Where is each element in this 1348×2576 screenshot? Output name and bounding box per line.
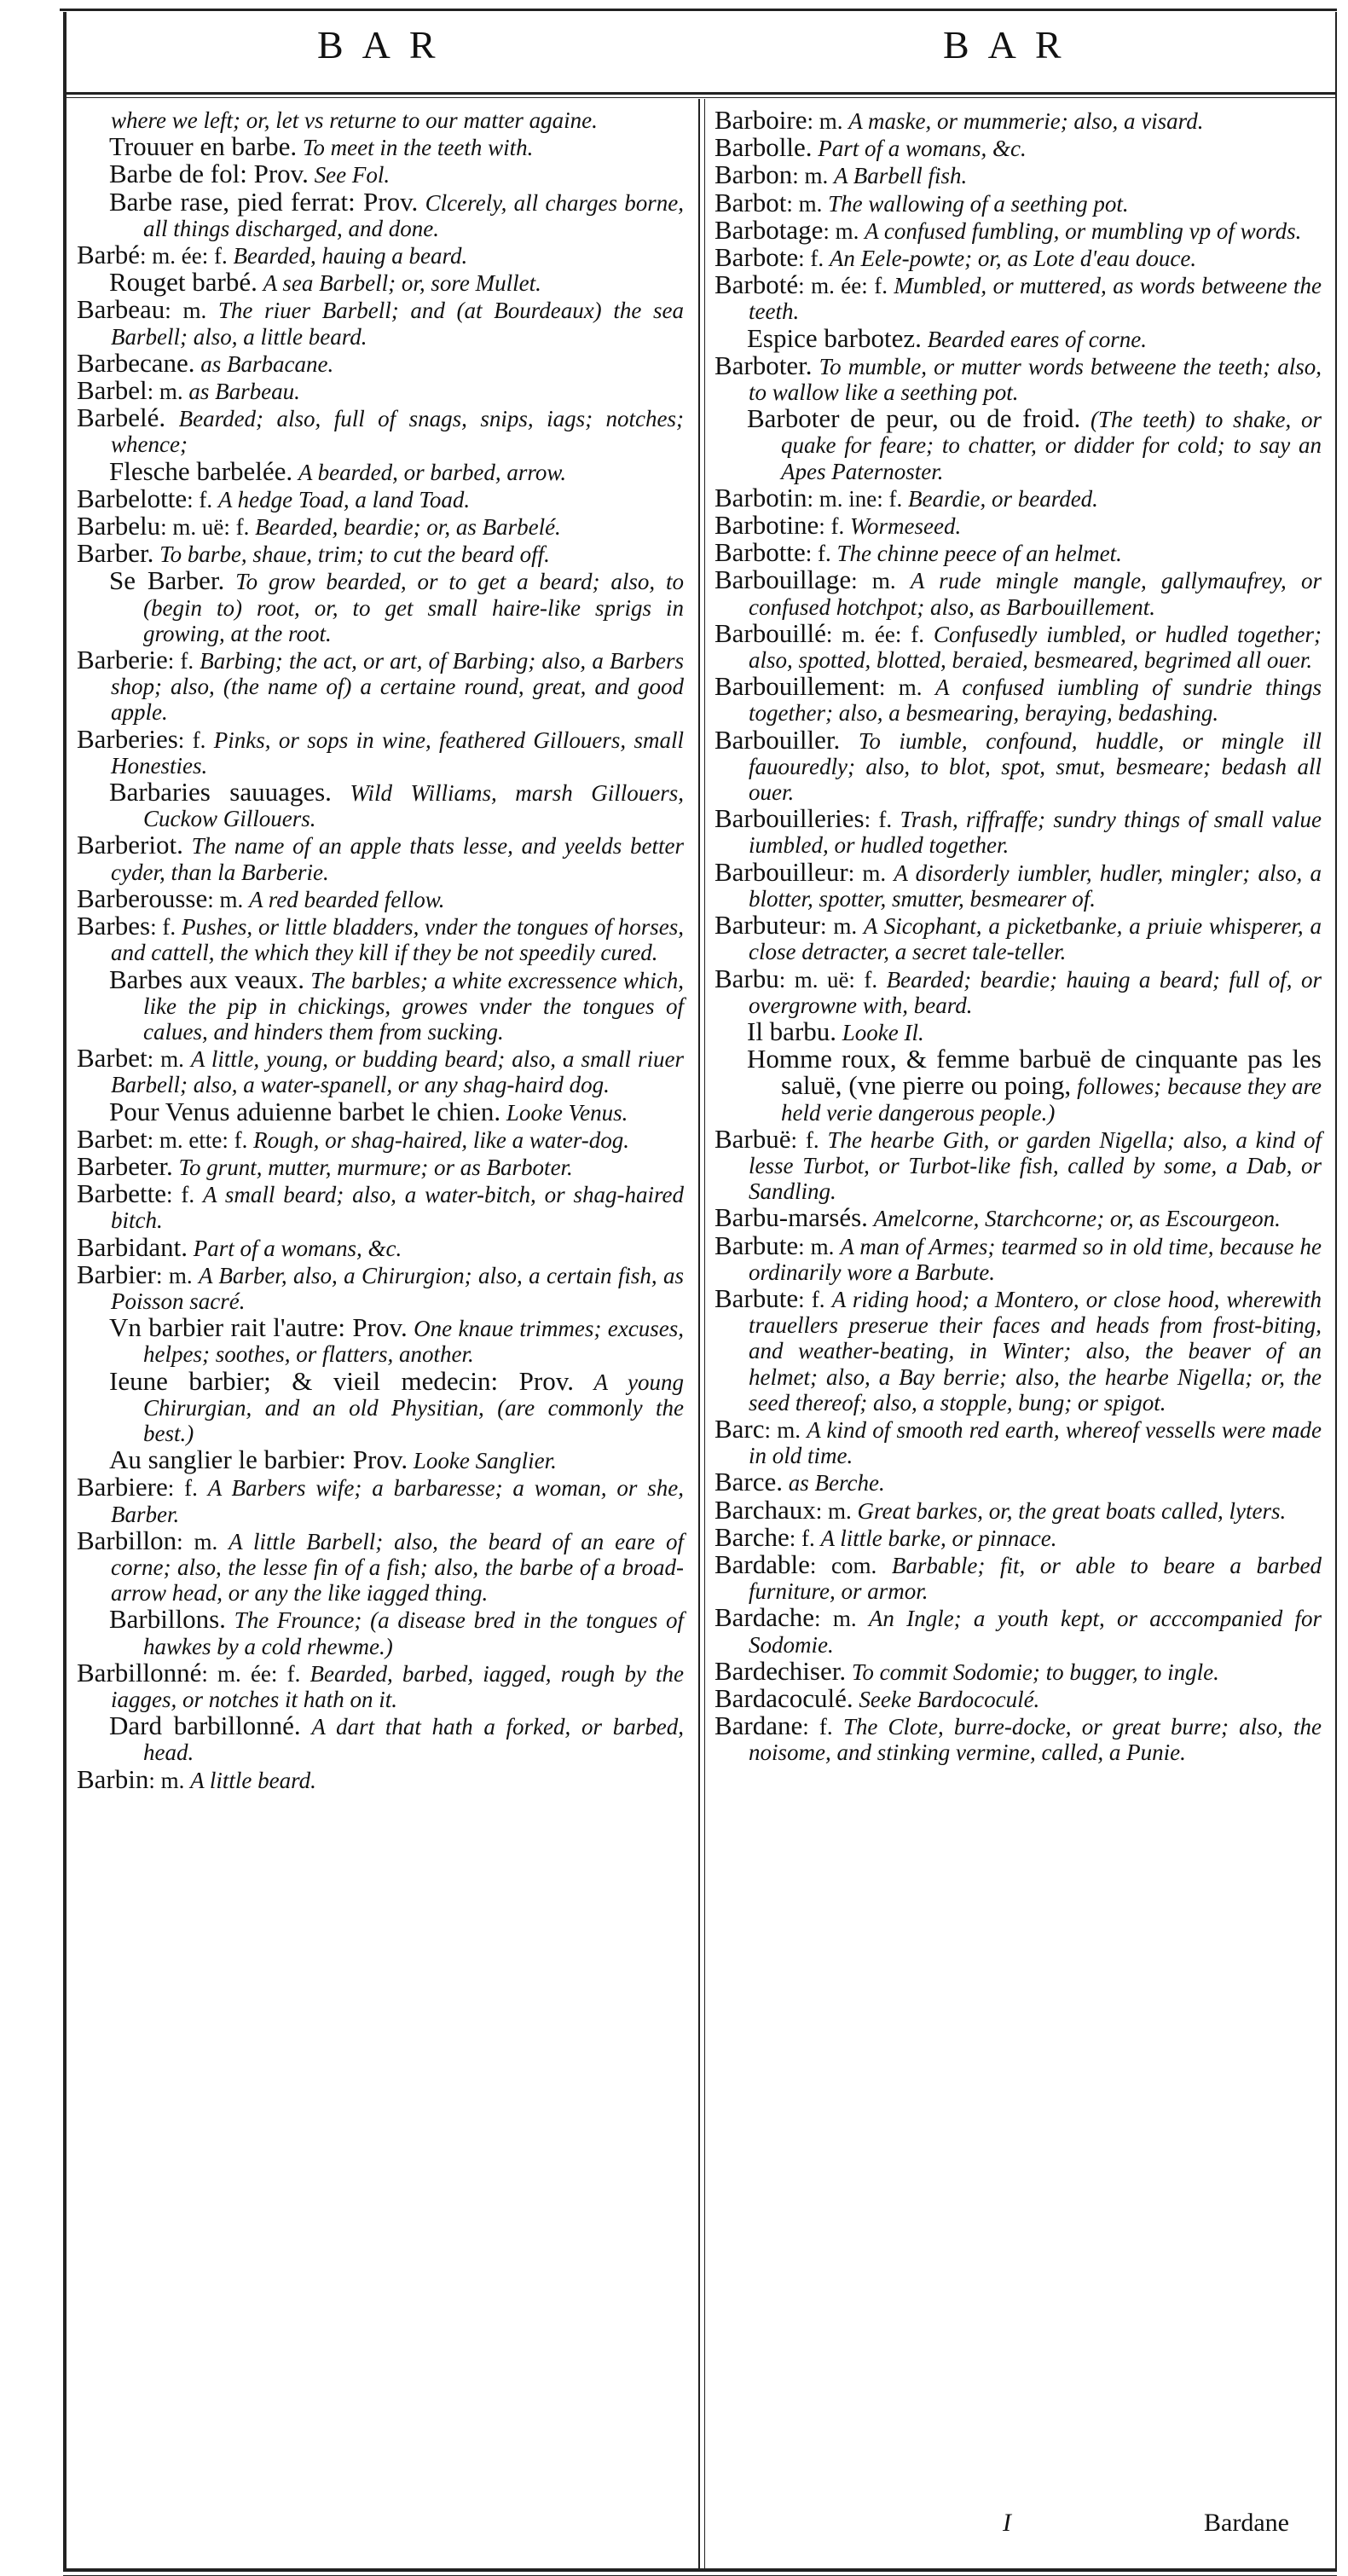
- entry-headword: Barbe rase, pied ferrat: Prov.: [109, 186, 419, 217]
- dictionary-entry: [714, 1494, 1322, 1525]
- entry-headword: Barc: [714, 1413, 765, 1444]
- entry-definition: A confused fumbling, or mumbling vp of words.: [865, 217, 1302, 244]
- entry-grammar: : m. ée: f.: [825, 621, 924, 647]
- entry-headword: Barbes aux veaux.: [109, 964, 305, 994]
- entry-definition: A Barbell fish.: [834, 163, 968, 189]
- dictionary-entry: [714, 671, 1322, 726]
- running-head-left: BAR: [317, 23, 454, 67]
- right-border: [1335, 12, 1337, 2568]
- dictionary-entry: [714, 564, 1322, 620]
- entry-headword: Bardane: [714, 1711, 803, 1741]
- entry-headword: Barberie: [77, 645, 168, 675]
- dictionary-entry: [77, 1123, 684, 1154]
- dictionary-entry: [77, 1713, 684, 1765]
- entry-definition: A hedge Toad, a land Toad.: [217, 486, 471, 512]
- entry-grammar: : m.: [792, 163, 829, 189]
- entry-definition: A Sicophant, a picketbanke, a priuie whisperer, a close detracter, a secret tale-teller.: [749, 913, 1322, 965]
- dictionary-entry: [77, 1763, 684, 1794]
- dictionary-entry: [77, 1525, 684, 1606]
- entry-headword: Bardache: [714, 1602, 815, 1633]
- entry-definition: Amelcorne, Starchcorne; or, as Escourgeon.: [873, 1206, 1281, 1232]
- entry-headword: Barbouilleries: [714, 803, 865, 834]
- entry-definition: To iumble, confound, huddle, or mingle ill fauouredly; also, to blot, spot, smut, besmeare; bedash all ouer.: [749, 727, 1322, 806]
- dictionary-entry: [714, 856, 1322, 912]
- entry-definition: The name of an apple thats lesse, and yeelds better cyder, than la Barberie.: [111, 833, 685, 885]
- catchword: Bardane: [1204, 2509, 1289, 2537]
- entry-definition: The chinne peece of an helmet.: [836, 541, 1122, 567]
- entry-definition: as Berche.: [788, 1470, 885, 1496]
- entry-headword: Barchaux: [714, 1494, 816, 1525]
- entry-definition: A Barber, also, a Chirurgion; also, a certain fish, as Poisson sacré.: [111, 1262, 684, 1314]
- entry-definition: Pinks, or sops in wine, feathered Gillouers, small Honesties.: [111, 726, 684, 779]
- entry-definition: A rude mingle mangle, gallymaufrey, or confused hotchpot; also, as Barbouillement.: [749, 568, 1322, 620]
- dictionary-entry: [714, 912, 1322, 964]
- entry-headword: Barbiere: [77, 1472, 168, 1502]
- dictionary-entry: [714, 617, 1322, 674]
- entry-headword: Barbin: [77, 1763, 149, 1794]
- entry-grammar: : m.: [786, 190, 823, 217]
- entry-definition: The hearbe Gith, or garden Nigella; also, a kind of lesse Turbot, or Turbot-like fish, called by some, a Dab, or Sandling.: [749, 1126, 1322, 1205]
- entry-headword: Barbuë: [714, 1123, 791, 1154]
- entry-definition: as Barbacane.: [200, 350, 334, 377]
- entry-grammar: : m.: [819, 913, 858, 940]
- entry-headword: Barbute: [714, 1230, 799, 1260]
- entry-grammar: : m.: [851, 568, 896, 594]
- dictionary-entry: [714, 242, 1322, 273]
- dictionary-entry: [714, 187, 1322, 217]
- entry-definition: Bearded eares of corne.: [927, 326, 1148, 352]
- entry-definition: Part of a womans, &c.: [193, 1235, 402, 1261]
- dictionary-entry: [77, 1096, 684, 1126]
- entry-definition: A red bearded fellow.: [249, 886, 445, 912]
- entry-headword: Barbouilleur: [714, 856, 848, 887]
- dictionary-entry: [77, 913, 684, 965]
- dictionary-entry: [77, 964, 684, 1045]
- entry-headword: Barboter de peur, ou de froid.: [747, 403, 1081, 434]
- entry-grammar: : m.: [147, 1046, 184, 1073]
- entry-grammar: : m.: [176, 1528, 218, 1554]
- entry-headword: Barbotage: [714, 214, 824, 245]
- entry-grammar: : m. ette: f.: [147, 1126, 248, 1153]
- dictionary-entry: [714, 1230, 1322, 1285]
- dictionary-entry: [77, 538, 684, 569]
- entry-definition: Bearded, beardie; or, as Barbelé.: [255, 514, 561, 541]
- entry-definition: The Frounce; (a disease bred in the tongues of hawkes by a cold rhewme.): [143, 1607, 685, 1659]
- entry-definition: Wild Williams, marsh Gillouers, Cuckow Gillouers.: [143, 780, 684, 832]
- dictionary-entry: [77, 186, 684, 241]
- dictionary-entry: [77, 269, 684, 296]
- dictionary-entry: [714, 963, 1322, 1018]
- entry-headword: Dard barbillonné.: [109, 1711, 301, 1741]
- dictionary-entry: [77, 1365, 684, 1447]
- entry-headword: Barbouiller.: [714, 724, 841, 755]
- entry-headword: Flesche barbelée.: [109, 455, 293, 486]
- dictionary-entry: [714, 403, 1322, 484]
- entry-definition: To grunt, mutter, murmure; or as Barboter.: [178, 1154, 573, 1180]
- dictionary-entry: [77, 375, 684, 406]
- entry-grammar: : com.: [809, 1552, 877, 1578]
- entry-grammar: : f.: [177, 726, 206, 753]
- entry-definition: A dart that hath a forked, or barbed, head.: [143, 1714, 684, 1766]
- entry-grammar: : m. ée: f.: [201, 1660, 301, 1687]
- entry-headword: Barbelu: [77, 511, 161, 541]
- dictionary-entry: [77, 723, 684, 779]
- bottom-rule: [63, 2568, 1337, 2572]
- dictionary-entry: [714, 1655, 1322, 1686]
- entry-grammar: : m.: [148, 1767, 185, 1793]
- entry-headword: Barbouillé: [714, 617, 826, 648]
- entry-definition: Barbing; the act, or art, of Barbing; also, a Barbers shop; also, (the name of) a certaine round, great, and good apple.: [111, 648, 684, 726]
- entry-headword: Vn barbier rait l'autre: Prov.: [109, 1312, 408, 1343]
- dictionary-entry: [714, 1682, 1322, 1713]
- dictionary-entry: [714, 350, 1322, 406]
- entry-definition: Part of a womans, &c.: [818, 136, 1027, 162]
- dictionary-entry: [714, 1046, 1322, 1126]
- dictionary-entry: [77, 1444, 684, 1475]
- entry-definition: The Clote, burre-docke, or great burre; also, the noisome, and stinking vermine, called, a Punie.: [749, 1714, 1322, 1766]
- entry-definition: To mumble, or mutter words betweene the teeth; also, to wallow like a seething pot.: [749, 353, 1322, 406]
- entry-definition: Looke Il.: [842, 1019, 924, 1045]
- entry-grammar: : f.: [798, 1286, 825, 1312]
- left-border: [63, 12, 67, 2568]
- dictionary-entry: [77, 161, 684, 188]
- entry-definition: The riuer Barbell; and (at Bourdeaux) the sea Barbell; also, a little beard.: [111, 298, 684, 350]
- right-column: [714, 107, 1322, 1767]
- entry-grammar: : f.: [789, 1525, 815, 1551]
- dictionary-entry: [714, 537, 1322, 568]
- entry-headword: Pour Venus aduienne barbet le chien.: [109, 1096, 501, 1126]
- dictionary-entry: [714, 1713, 1322, 1765]
- entry-headword: Barbelé.: [77, 402, 166, 433]
- entry-definition: A disorderly iumbler, hudler, mingler; also, a blotter, spotter, smutter, besmearer of.: [749, 860, 1322, 912]
- entry-headword: Barbon: [714, 159, 793, 190]
- dictionary-entry: [77, 1231, 684, 1262]
- dictionary-entry: [77, 1657, 685, 1712]
- dictionary-entry: [714, 482, 1322, 512]
- entry-headword: Barbelotte: [77, 483, 188, 513]
- dictionary-entry: [714, 1548, 1322, 1605]
- entry-headword: Homme roux, & femme barbuë de cinquante pas les saluë, (vne pierre ou poing,: [747, 1044, 1322, 1101]
- column-divider-thin: [704, 99, 705, 2568]
- entry-headword: Il barbu.: [747, 1016, 837, 1046]
- dictionary-entry: [714, 1602, 1322, 1658]
- entry-headword: Barbuteur: [714, 910, 820, 941]
- entry-headword: Barbes: [77, 911, 151, 941]
- entry-definition: Mumbled, or muttered, as words betweene the teeth.: [749, 273, 1322, 325]
- entry-headword: Barbotin: [714, 482, 807, 512]
- entry-grammar: : m. uë: f.: [160, 514, 250, 541]
- entry-definition: An Eele-powte; or, as Lote d'eau douce.: [829, 246, 1197, 272]
- entry-grammar: : f.: [150, 914, 176, 941]
- entry-headword: Barberousse: [77, 883, 208, 913]
- entry-definition: A Barbers wife; a barbaresse; a woman, or she, Barber.: [111, 1475, 685, 1527]
- entry-headword: Ieune barbier; & vieil medecin: Prov.: [109, 1365, 574, 1396]
- entry-headword: Barbe de fol: Prov.: [109, 159, 309, 189]
- entry-headword: Bardechiser.: [714, 1655, 847, 1686]
- entry-headword: Barbute: [714, 1282, 799, 1313]
- entry-headword: Barbu-marsés.: [714, 1202, 868, 1233]
- entry-grammar: : m.: [155, 1262, 193, 1288]
- left-column: [77, 107, 684, 1794]
- dictionary-entry: [77, 1312, 685, 1368]
- entry-definition: A man of Armes; tearmed so in old time, because he ordinarily wore a Barbute.: [749, 1233, 1322, 1285]
- entry-definition: A little barke, or pinnace.: [820, 1525, 1057, 1551]
- entry-grammar: : f.: [802, 1714, 833, 1740]
- entry-headword: Barboté: [714, 269, 799, 300]
- entry-headword: Barbillon: [77, 1525, 177, 1555]
- entry-headword: Barbu: [714, 963, 779, 993]
- entry-definition: Bearded, barbed, iagged, rough by the iagges, or notches it hath on it.: [111, 1660, 685, 1712]
- dictionary-entry: [714, 107, 1322, 134]
- entry-grammar: : m.: [878, 674, 923, 701]
- dictionary-entry: [77, 565, 684, 646]
- entry-grammar: : m. ée: f.: [140, 243, 228, 269]
- dictionary-entry: [77, 455, 684, 486]
- entry-headword: Barche: [714, 1521, 790, 1552]
- entry-grammar: : f.: [167, 1475, 198, 1502]
- dictionary-entry: [714, 322, 1322, 353]
- entry-definition: Beardie, or bearded.: [907, 485, 1098, 512]
- entry-definition: Barbable; fit, or able to beare a barbed furniture, or armor.: [749, 1552, 1322, 1605]
- entry-definition: A maske, or mummerie; also, a visard.: [848, 108, 1204, 134]
- entry-definition: Confusedly iumbled, or hudled together; also, spotted, blotted, beraied, besmeared, begrimed all ouer.: [749, 621, 1322, 674]
- entry-headword: Barber.: [77, 538, 154, 569]
- entry-headword: Barbeter.: [77, 1150, 173, 1181]
- entry-grammar: : m.: [764, 1416, 801, 1443]
- dictionary-entry: [77, 402, 684, 458]
- dictionary-entry: [77, 1045, 684, 1097]
- entry-definition: Bearded; beardie; hauing a beard; full of, or overgrowne with, beard.: [749, 966, 1322, 1018]
- entry-grammar: : m.: [815, 1497, 852, 1524]
- dictionary-entry: [77, 883, 684, 913]
- dictionary-entry: [77, 242, 684, 269]
- entry-headword: Barboire: [714, 105, 807, 135]
- entry-grammar: : m.: [207, 886, 244, 912]
- entry-definition: To meet in the teeth with.: [302, 135, 534, 161]
- entry-definition: followes; because they are held verie dangerous people.): [781, 1074, 1322, 1126]
- entry-definition: Looke Sanglier.: [413, 1448, 557, 1474]
- dictionary-entry: [77, 131, 684, 162]
- entry-definition: as Barbeau.: [188, 379, 300, 405]
- entry-headword: Espice barbotez.: [747, 322, 922, 353]
- entry-definition: See Fol.: [314, 162, 391, 188]
- running-head-right: BAR: [943, 23, 1080, 67]
- entry-definition: Great barkes, or, the great boats called, lyters.: [857, 1497, 1287, 1524]
- entry-definition: (The teeth) to shake, or quake for feare; to chatter, or didder for cold; to say an Apes Paternoster.: [781, 407, 1322, 484]
- entry-headword: Barbouillement: [714, 671, 879, 702]
- dictionary-entry: [714, 512, 1322, 539]
- entry-definition: Pushes, or little bladders, vnder the tongues of horses, and cattell, the which they kill if they be not speedily cured.: [111, 914, 685, 966]
- entry-grammar: : f.: [819, 513, 845, 540]
- entry-headword: Barbé: [77, 240, 141, 270]
- entry-headword: Barbouillage: [714, 564, 852, 595]
- dictionary-entry: [77, 483, 684, 513]
- entry-headword: Trouuer en barbe.: [109, 131, 298, 162]
- entry-definition: The barbles; a white excressence which, like the pip in chickings, growes vnder the tongues of calues, and hinders them from sucking.: [143, 967, 684, 1045]
- entry-definition: To commit Sodomie; to bugger, to ingle.: [851, 1658, 1219, 1685]
- entry-definition: Trash, riffraffe; sundry things of small value iumbled, or hudled together.: [749, 807, 1322, 859]
- dictionary-entry: [714, 1202, 1322, 1233]
- dictionary-entry: [77, 1474, 684, 1526]
- entry-headword: Au sanglier le barbier: Prov.: [109, 1444, 408, 1475]
- entry-headword: Rouget barbé.: [109, 267, 257, 298]
- entry-headword: Se Barber.: [109, 565, 225, 596]
- dictionary-entry: [77, 1606, 684, 1658]
- entry-definition: A riding hood; a Montero, or close hood, wherewith trauellers preserue their faces and heads from frost-biting, and weather-beating, in Winter; also, the beaver of an helmet; also, a Bay berrie; also, the hearbe Nigella; or, the seed thereof; also, a stopple, bung; or spigot.: [749, 1286, 1322, 1415]
- entry-definition: An Ingle; a youth kept, or acccompanied for Sodomie.: [749, 1606, 1322, 1658]
- entry-grammar: : m.: [807, 108, 843, 134]
- entry-definition: A little, young, or budding beard; also, a small riuer Barbell; also, a water-spanell, or any shag-haird dog.: [111, 1046, 684, 1098]
- entry-definition: Rough, or shag-haired, like a water-dog.: [253, 1126, 630, 1153]
- entry-definition: The wallowing of a seething pot.: [828, 190, 1129, 217]
- dictionary-entry: [77, 779, 684, 831]
- dictionary-entry: [714, 1123, 1322, 1205]
- entry-headword: Barbote: [714, 242, 799, 273]
- dictionary-entry: [77, 647, 684, 726]
- entry-headword: Barbot: [714, 187, 787, 217]
- entry-definition: A young Chirurgian, and an old Physitian, (are commonly the best.): [143, 1369, 684, 1446]
- entry-definition: Wormeseed.: [850, 513, 962, 540]
- entry-grammar: : m.: [798, 1233, 835, 1259]
- entry-grammar: : f.: [798, 246, 824, 272]
- dictionary-entry: [77, 1259, 684, 1314]
- dictionary-entry: [714, 159, 1322, 190]
- entry-headword: Barce.: [714, 1467, 784, 1497]
- entry-grammar: : m. ine: f.: [807, 485, 903, 512]
- dictionary-entry: [77, 347, 684, 378]
- entry-grammar: : m.: [814, 1606, 857, 1632]
- dictionary-entry: [714, 1521, 1322, 1552]
- dictionary-entry: [77, 1178, 684, 1234]
- entry-headword: Barbolle.: [714, 132, 813, 163]
- entry-headword: Barbidant.: [77, 1231, 188, 1262]
- entry-definition: One knaue trimmes; excuses, helpes; soothes, or flatters, another.: [143, 1316, 685, 1368]
- entry-definition: To barbe, shaue, trim; to cut the beard off.: [159, 541, 550, 568]
- entry-headword: Bardacoculé.: [714, 1682, 853, 1713]
- entry-definition: A kind of smooth red earth, whereof vessells were made in old time.: [749, 1416, 1322, 1469]
- entry-headword: Barbillons.: [109, 1604, 226, 1635]
- dictionary-entry: [714, 803, 1322, 859]
- entry-headword: Barbotine: [714, 510, 819, 541]
- header-rule: [67, 92, 1335, 95]
- entry-definition: Looke Venus.: [506, 1099, 628, 1126]
- header-rule-thin: [67, 97, 1335, 98]
- dictionary-entry: [77, 513, 684, 540]
- entry-headword: Barboter.: [714, 350, 813, 380]
- entry-headword: Bardable: [714, 1548, 810, 1579]
- entry-definition: A confused iumbling of sundrie things together; also, a besmearing, beraying, bedashing.: [749, 674, 1322, 726]
- dictionary-entry: [714, 269, 1322, 325]
- entry-grammar: : m. ée: f.: [798, 273, 888, 299]
- entry-headword: Barbel: [77, 375, 148, 406]
- dictionary-entry: [714, 1469, 1322, 1496]
- column-divider: [698, 99, 700, 2568]
- entry-headword: Barbeau: [77, 294, 165, 325]
- entry-definition: A sea Barbell; or, sore Mullet.: [263, 270, 541, 297]
- entry-grammar: : m.: [165, 298, 207, 324]
- entry-grammar: : f.: [187, 486, 213, 512]
- entry-definition: Seeke Bardococulé.: [859, 1686, 1040, 1712]
- dictionary-entry: [77, 1150, 684, 1181]
- dictionary-entry: [714, 724, 1322, 806]
- entry-definition: A little beard.: [190, 1767, 316, 1793]
- dictionary-entry: [714, 1016, 1322, 1046]
- entry-definition: Clcerely, all charges borne, all things discharged, and done.: [143, 189, 684, 241]
- entry-continuation: where we left; or, let vs returne to our matter againe.: [111, 107, 598, 133]
- top-border: [60, 9, 1337, 15]
- entry-definition: To grow bearded, or to get a beard; also, to (begin to) root, or, to get small haire-like sprigs in growing, at the root.: [143, 569, 684, 646]
- entry-grammar: : m.: [147, 379, 183, 405]
- entry-grammar: : m.: [823, 217, 859, 244]
- entry-headword: Barbier: [77, 1259, 156, 1289]
- entry-grammar: : f.: [805, 541, 831, 567]
- entry-grammar: : m. uë: f.: [778, 966, 878, 993]
- entry-grammar: : f.: [166, 1182, 195, 1208]
- dictionary-entry: [714, 214, 1322, 245]
- entry-headword: Barbet: [77, 1043, 148, 1074]
- entry-headword: Barberiot.: [77, 830, 183, 860]
- entry-definition: A bearded, or barbed, arrow.: [298, 459, 567, 485]
- entry-headword: Barbotte: [714, 537, 806, 568]
- signature-mark: I: [1003, 2509, 1011, 2537]
- dictionary-entry: [714, 132, 1322, 163]
- entry-definition: A little Barbell; also, the beard of an eare of corne; also, the lesse fin of a fish; also, the barbe of a broad-arrow head, or any the like iagged thing.: [111, 1528, 684, 1606]
- entry-grammar: : f.: [167, 648, 194, 674]
- entry-definition: Bearded; also, full of snags, snips, iags; notches; whence;: [111, 406, 684, 458]
- entry-headword: Barberies: [77, 723, 178, 754]
- dictionary-entry: [77, 832, 684, 884]
- dictionary-entry: [77, 107, 684, 133]
- dictionary-entry: [714, 1282, 1322, 1415]
- entry-headword: Barbet: [77, 1123, 148, 1154]
- entry-grammar: : m.: [848, 860, 887, 886]
- dictionary-entry: [77, 294, 684, 350]
- entry-headword: Barbaries sauuages.: [109, 777, 332, 808]
- dictionary-entry: [714, 1413, 1322, 1469]
- entry-headword: Barbecane.: [77, 347, 195, 378]
- entry-grammar: : f.: [864, 807, 893, 833]
- entry-grammar: : f.: [790, 1126, 819, 1153]
- entry-definition: Bearded, hauing a beard.: [233, 243, 468, 269]
- entry-headword: Barbillonné: [77, 1657, 202, 1687]
- entry-headword: Barbette: [77, 1178, 167, 1209]
- entry-definition: A small beard; also, a water-bitch, or shag-haired bitch.: [111, 1182, 684, 1234]
